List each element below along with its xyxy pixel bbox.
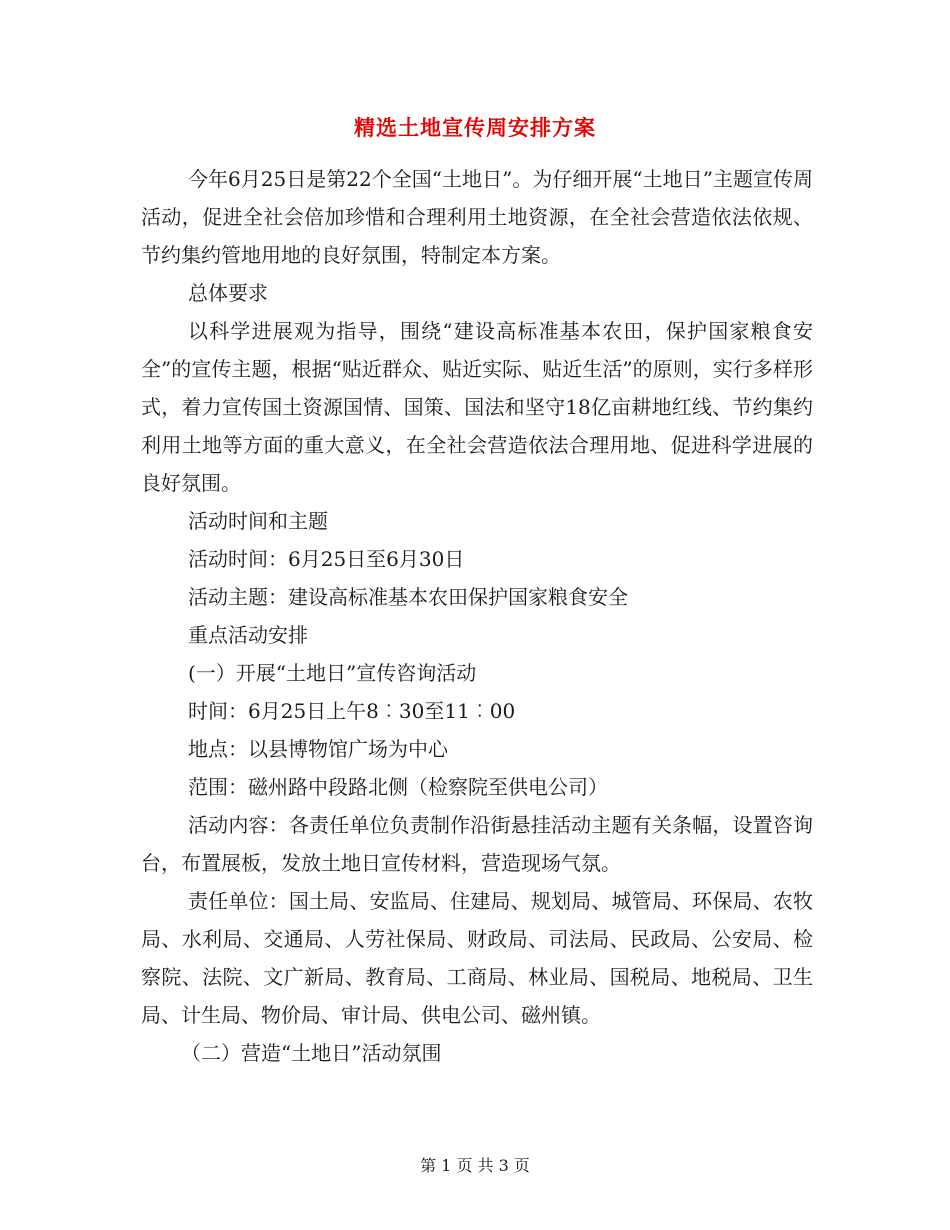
general-requirements-paragraph: 以科学进展观为指导，围绕“建设高标准基本农田，保护国家粮食安全”的宣传主题，根据“贴近群众、贴近实际、贴近生活”的原则，实行多样形式，着力宣传国土资源国情、国策、国法和坚守18亿亩耕地红线、节约集约利用土地等方面的重大意义，在全社会营造依法合理用地、促进科学进展的良好氛围。: [141, 319, 813, 495]
section-heading-key-activities: 重点活动安排: [188, 623, 308, 647]
intro-paragraph: 今年6月25日是第22个全国“土地日”。为仔细开展“土地日”主题宣传周活动，促进全社会倍加珍惜和合理利用土地资源，在全社会营造依法依规、节约集约管地用地的良好氛围，特制定本方案。: [141, 167, 813, 267]
activity-theme-line: 活动主题：建设高标准基本农田保护国家粮食安全: [188, 585, 628, 609]
subsection-heading-consultation: (一）开展“土地日”宣传咨询活动: [188, 661, 477, 685]
activity-time-line: 活动时间：6月25日至6月30日: [188, 547, 465, 571]
document-body: [141, 160, 813, 1072]
document-title: 精选土地宣传周安排方案: [354, 116, 596, 140]
consultation-location-line: 地点：以县博物馆广场为中心: [188, 737, 448, 761]
consultation-time-line: 时间：6月25日上午8︰30至11︰00: [188, 699, 516, 723]
section-heading-time-and-theme: 活动时间和主题: [188, 509, 328, 533]
subsection-heading-atmosphere: （二）营造“土地日”活动氛围: [181, 1041, 442, 1065]
responsible-units-paragraph: 责任单位：国土局、安监局、住建局、规划局、城管局、环保局、农牧局、水利局、交通局、人劳社保局、财政局、司法局、民政局、公安局、检察院、法院、文广新局、教育局、工商局、林业局、国税局、地税局、卫生局、计生局、物价局、审计局、供电公司、磁州镇。: [141, 889, 813, 1027]
consultation-scope-line: 范围：磁州路中段路北侧（检察院至供电公司）: [188, 775, 608, 799]
activity-content-paragraph: 活动内容：各责任单位负责制作沿街悬挂活动主题有关条幅，设置咨询台，布置展板，发放土地日宣传材料，营造现场气氛。: [141, 813, 813, 875]
section-heading-general-requirements: 总体要求: [188, 281, 268, 305]
page-number-footer: 第 1 页 共 3 页: [420, 1156, 530, 1175]
